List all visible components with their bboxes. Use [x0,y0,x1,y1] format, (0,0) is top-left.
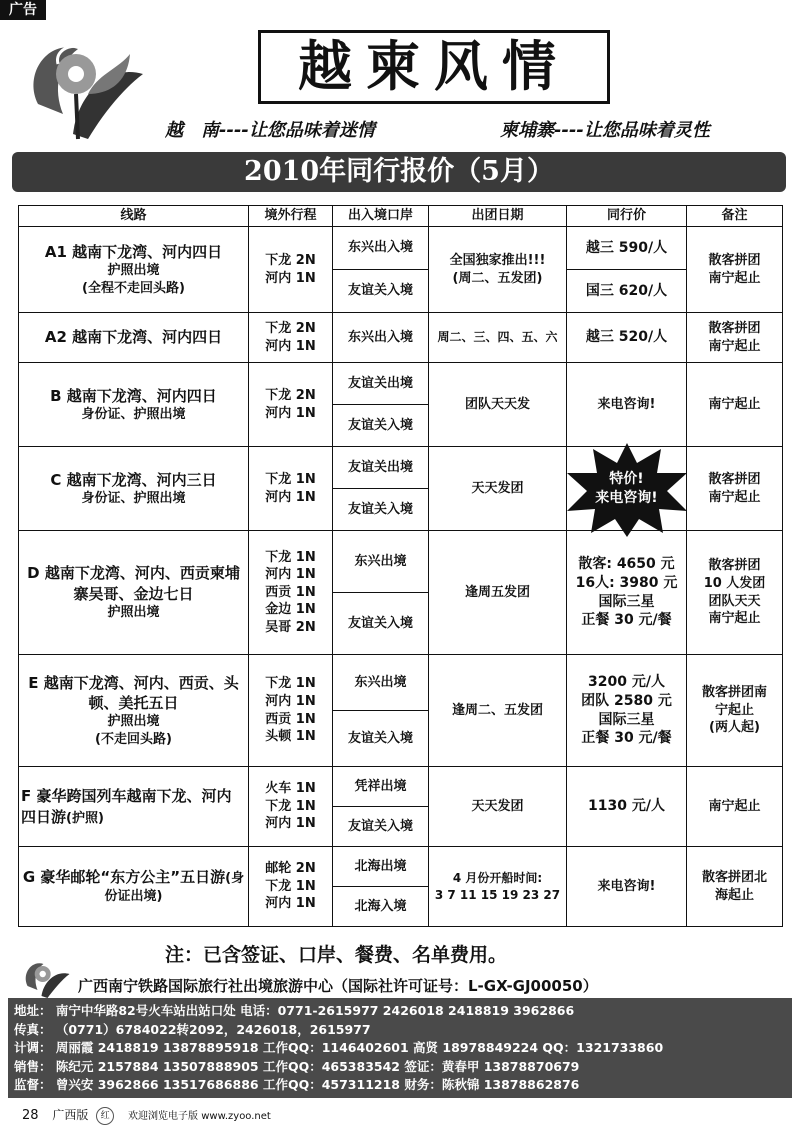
route-cell [19,767,249,847]
date-text: 全国独家推出!!! [449,252,546,268]
itinerary-cell [249,447,333,531]
col-header-price: 同行价 [567,206,687,227]
date-cell: 团队天天发 [429,363,567,447]
slogan-cambodia: 柬埔寨----让您品味着灵性 [500,120,710,141]
date-cell: 逢周五发团 [429,531,567,655]
itinerary-item: 下龙 1N [265,549,316,565]
ad-tag: 广告 [0,0,46,20]
price-line: 团队 2580 元 [581,692,672,709]
itinerary-item: 下龙 2N [265,387,316,403]
badge-icon: 红 [96,1107,114,1125]
itinerary-item: 下龙 2N [265,320,316,336]
inclusion-note: 注：已含签证、口岸、餐费、名单费用。 [165,944,508,966]
contact-supervision: 监督： 曾兴安 3962866 13517686886 工作QQ：457311218 财务：陈秋锦 13878862876 [14,1077,580,1092]
port-cell: 凭祥出境 [333,767,429,807]
flower-logo-icon [18,34,148,144]
port-cell: 北海入境 [333,887,429,927]
remark-cell [687,847,783,927]
route-cell [19,531,249,655]
itinerary-item: 河内 1N [265,896,316,912]
remark-text: 宁起止 [714,702,754,718]
date-cell [429,847,567,927]
table-row [19,655,783,711]
remark-cell [687,447,783,531]
table-row [19,313,783,363]
route-title: A2 越南下龙湾、河内四日 [44,328,223,347]
table-header-row [19,206,783,227]
itinerary-item: 下龙 1N [265,676,316,692]
route-sub: 护照出境 [107,604,160,620]
remark-text: 10 人发团 [703,575,766,591]
remark-cell [687,313,783,363]
remark-text: 散客拼团南 [701,685,767,701]
port-cell: 友谊关入境 [333,593,429,655]
remark-text: 南宁起止 [708,489,761,505]
remark-cell [687,227,783,313]
price-cell [567,655,687,767]
col-header-itinerary: 境外行程 [249,206,333,227]
itinerary-cell [249,847,333,927]
route-title: B 越南下龙湾、河内四日 [50,386,217,405]
contact-panel [8,998,792,1098]
itinerary-item: 河内 1N [265,567,316,583]
remark-text: 南宁起止 [708,270,761,286]
special-offer-label: 特价! [609,471,644,488]
agency-name: 广西南宁铁路国际旅行社出境旅游中心（国际社许可证号：L-GX-GJ00050） [78,977,598,995]
price-line: 3200 元/人 [588,673,665,690]
remark-cell: 南宁起止 [687,363,783,447]
route-title: G 豪华邮轮“东方公主”五日游 [22,868,226,887]
itinerary-item: 金边 1N [265,602,316,618]
page-number: 28 [22,1108,39,1123]
itinerary-cell [249,227,333,313]
port-cell: 东兴出入境 [333,227,429,270]
website-link[interactable]: 欢迎浏览电子版 www.zyoo.net [128,1111,271,1122]
slogan-vietnam: 越 南----让您品味着迷情 [165,120,375,141]
remark-text: 散客拼团 [708,320,761,336]
price-table [18,205,783,927]
route-note: (护照) [66,810,104,826]
itinerary-item: 吴哥 2N [265,619,316,635]
remark-text: 散客拼团 [708,558,761,574]
itinerary-item: 下龙 1N [265,798,316,814]
itinerary-item: 河内 1N [265,338,316,354]
port-cell: 友谊关入境 [333,405,429,447]
route-title: F 豪华跨国列车越南下龙、河内四日游 [21,786,232,826]
date-cell: 天天发团 [429,767,567,847]
contact-address: 地址： 南宁中华路82号火车站出站口处 电话：0771-2615977 2426018 2418819 3962866 [14,1003,575,1018]
port-cell: 友谊关出境 [333,447,429,489]
remark-text: 散客拼团北 [701,869,767,885]
port-cell: 友谊关入境 [333,489,429,531]
price-cell [567,531,687,655]
table-row [19,227,783,270]
route-sub: (不走回头路) [95,731,172,747]
route-sub: 护照出境 [107,263,160,279]
price-cell [567,447,687,531]
contact-fax: 传真： （0771）6784022转2092，2426018，2615977 [14,1021,371,1037]
price-banner: 2010年同行报价（5月） [12,152,786,192]
price-cell: 来电咨询! [567,363,687,447]
itinerary-item: 河内 1N [265,693,316,709]
route-sub: 身份证、护照出境 [81,490,186,506]
itinerary-item: 火车 1N [265,781,316,797]
port-cell: 友谊关出境 [333,363,429,405]
price-cell: 1130 元/人 [567,767,687,847]
price-cell: 越三 520/人 [567,313,687,363]
itinerary-item: 西贡 1N [265,711,316,727]
price-line: 16人: 3980 元 [575,574,678,591]
price-line: 正餐 30 元/餐 [581,730,672,747]
route-title: E 越南下龙湾、河内、西贡、头顿、美托五日 [28,673,239,712]
port-cell: 东兴出境 [333,655,429,711]
table-row [19,531,783,593]
port-cell: 北海出境 [333,847,429,887]
table-row [19,767,783,807]
itinerary-item: 河内 1N [265,405,316,421]
itinerary-cell [249,767,333,847]
itinerary-item: 下龙 2N [265,252,316,268]
itinerary-cell [249,655,333,767]
remark-cell [687,531,783,655]
page-footer [22,1106,271,1125]
route-cell [19,655,249,767]
edition-label: 广西版 [52,1108,89,1122]
remark-cell [687,655,783,767]
route-sub: 护照出境 [107,714,160,730]
route-cell [19,363,249,447]
contact-planning: 计调： 周丽霞 2418819 13878895918 工作QQ：1146402601 高贤 18978849224 QQ：1321733860 [14,1040,664,1055]
remark-cell: 南宁起止 [687,767,783,847]
price-line: 国际三星 [598,593,655,610]
port-cell: 友谊关入境 [333,711,429,767]
port-cell: 东兴出入境 [333,313,429,363]
route-cell [19,847,249,927]
route-note: (身份证出境) [104,871,245,904]
itinerary-cell [249,363,333,447]
route-title: A1 越南下龙湾、河内四日 [44,242,223,261]
brand-title: 越柬风情 [258,30,610,104]
date-cell [429,227,567,313]
route-title: C 越南下龙湾、河内三日 [50,470,217,489]
col-header-route: 线路 [19,206,249,227]
itinerary-item: 河内 1N [265,270,316,286]
date-text: 3 7 11 15 19 23 27 [434,887,561,902]
route-cell [19,447,249,531]
itinerary-item: 河内 1N [265,816,316,832]
table-row [19,847,783,887]
itinerary-item: 河内 1N [265,489,316,505]
route-title: D 越南下龙湾、河内、西贡柬埔寨吴哥、金边七日 [27,564,240,603]
itinerary-cell [249,531,333,655]
price-line: 正餐 30 元/餐 [581,612,672,629]
price-cell: 越三 590/人 [567,227,687,270]
flower-logo-small-icon [18,958,73,998]
contact-sales: 销售： 陈纪元 2157884 13507888905 工作QQ：465383542 签证：黄春甲 13878870679 [14,1058,580,1074]
col-header-date: 出团日期 [429,206,567,227]
remark-text: 海起止 [714,887,754,903]
itinerary-item: 头顿 1N [265,729,316,745]
port-cell: 友谊关入境 [333,807,429,847]
price-line: 散客: 4650 元 [578,555,675,572]
call-inquiry-label: 来电咨询! [595,489,658,506]
port-cell: 东兴出境 [333,531,429,593]
remark-text: 团队天天 [708,593,761,609]
itinerary-item: 下龙 1N [265,878,316,894]
price-cell: 国三 620/人 [567,270,687,313]
itinerary-item: 邮轮 2N [265,861,316,877]
col-header-port: 出入境口岸 [333,206,429,227]
table-row [19,447,783,489]
remark-text: 南宁起止 [708,611,761,627]
remark-text: 南宁起止 [708,338,761,354]
date-cell: 天天发团 [429,447,567,531]
route-sub: (全程不走回头路) [82,280,185,296]
itinerary-cell [249,313,333,363]
table-row [19,363,783,405]
remark-text: 散客拼团 [708,252,761,268]
price-cell: 来电咨询! [567,847,687,927]
date-text: 4 月份开船时间: [452,871,543,886]
itinerary-item: 西贡 1N [265,584,316,600]
date-cell: 逢周二、五发团 [429,655,567,767]
col-header-remark: 备注 [687,206,783,227]
remark-text: (两人起) [709,720,760,736]
route-cell [19,227,249,313]
date-cell: 周二、三、四、五、六 [429,313,567,363]
route-cell [19,313,249,363]
port-cell: 友谊关入境 [333,270,429,313]
route-sub: 身份证、护照出境 [81,406,186,422]
date-text: (周二、五发团) [452,270,543,286]
remark-text: 散客拼团 [708,471,761,487]
itinerary-item: 下龙 1N [265,471,316,487]
price-line: 国际三星 [598,711,655,728]
